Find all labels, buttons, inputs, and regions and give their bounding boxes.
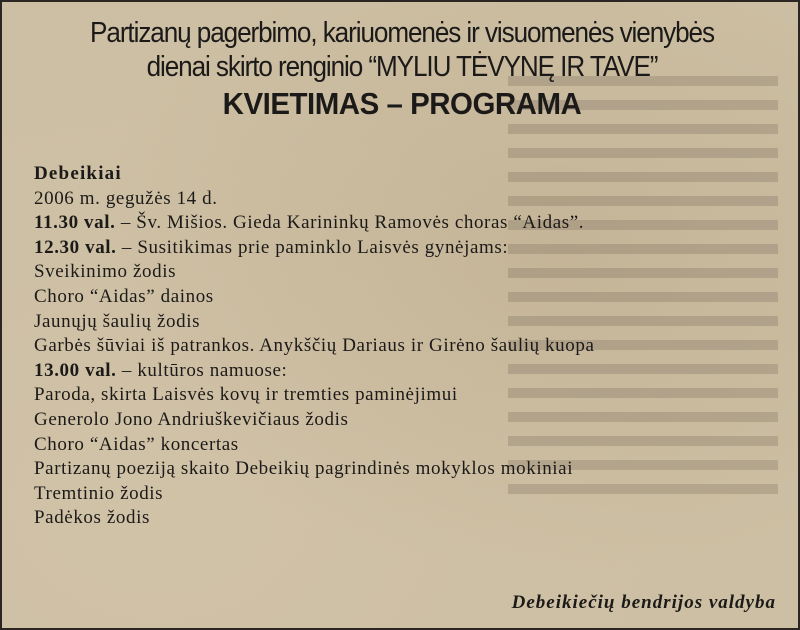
event-date: 2006 m. gegužės 14 d. <box>34 187 218 209</box>
program-text: – Susitikimas prie paminklo Laisvės gynėjams: <box>116 236 509 258</box>
program-item <box>34 433 774 458</box>
program-text: Generolo Jono Andriuškevičiaus žodis <box>34 408 349 430</box>
program-item <box>34 236 774 261</box>
program-schedule <box>34 162 774 531</box>
program-time: 12.30 val. <box>34 236 117 258</box>
event-place: Debeikiai <box>34 163 122 184</box>
program-item <box>34 457 774 482</box>
program-text: – kultūros namuose: <box>116 359 288 381</box>
program-time: 11.30 val. <box>34 212 116 234</box>
invitation-header <box>2 16 800 124</box>
program-text: Choro “Aidas” koncertas <box>34 433 239 455</box>
program-item <box>34 310 774 335</box>
program-item <box>34 506 774 531</box>
invitation-title: KVIETIMAS – PROGRAMA <box>222 86 582 121</box>
program-text: Padėkos žodis <box>34 507 150 529</box>
program-item <box>34 285 774 310</box>
program-item <box>34 482 774 507</box>
program-item <box>34 359 774 384</box>
program-text: Garbės šūviai iš patrankos. Anykščių Dariaus ir Girėno šaulių kuopa <box>34 335 595 357</box>
program-text: Choro “Aidas” dainos <box>34 285 214 307</box>
program-text: Partizanų poeziją skaito Debeikių pagrindinės mokyklos mokiniai <box>34 458 574 480</box>
program-text: Paroda, skirta Laisvės kovų ir tremties paminėjimui <box>34 384 458 406</box>
program-item <box>34 383 774 408</box>
program-text: Sveikinimo žodis <box>34 261 177 283</box>
program-text: Tremtinio žodis <box>34 482 164 504</box>
program-text: – Šv. Mišios. Gieda Karininkų Ramovės choras “Aidas”. <box>115 212 585 234</box>
program-item <box>34 260 774 285</box>
program-time: 13.00 val. <box>34 359 117 381</box>
event-description-line-1: Partizanų pagerbimo, kariuomenės ir visuomenės vienybės <box>90 17 714 49</box>
program-text: Jaunųjų šaulių žodis <box>34 310 201 332</box>
program-item <box>34 334 774 359</box>
event-description-line-2: dienai skirto renginio “MYLIU TĖVYNĘ IR TAVE” <box>146 51 658 83</box>
signature-organizer: Debeikiečių bendrijos valdyba <box>511 592 776 613</box>
program-item <box>34 211 774 236</box>
program-item <box>34 408 774 433</box>
